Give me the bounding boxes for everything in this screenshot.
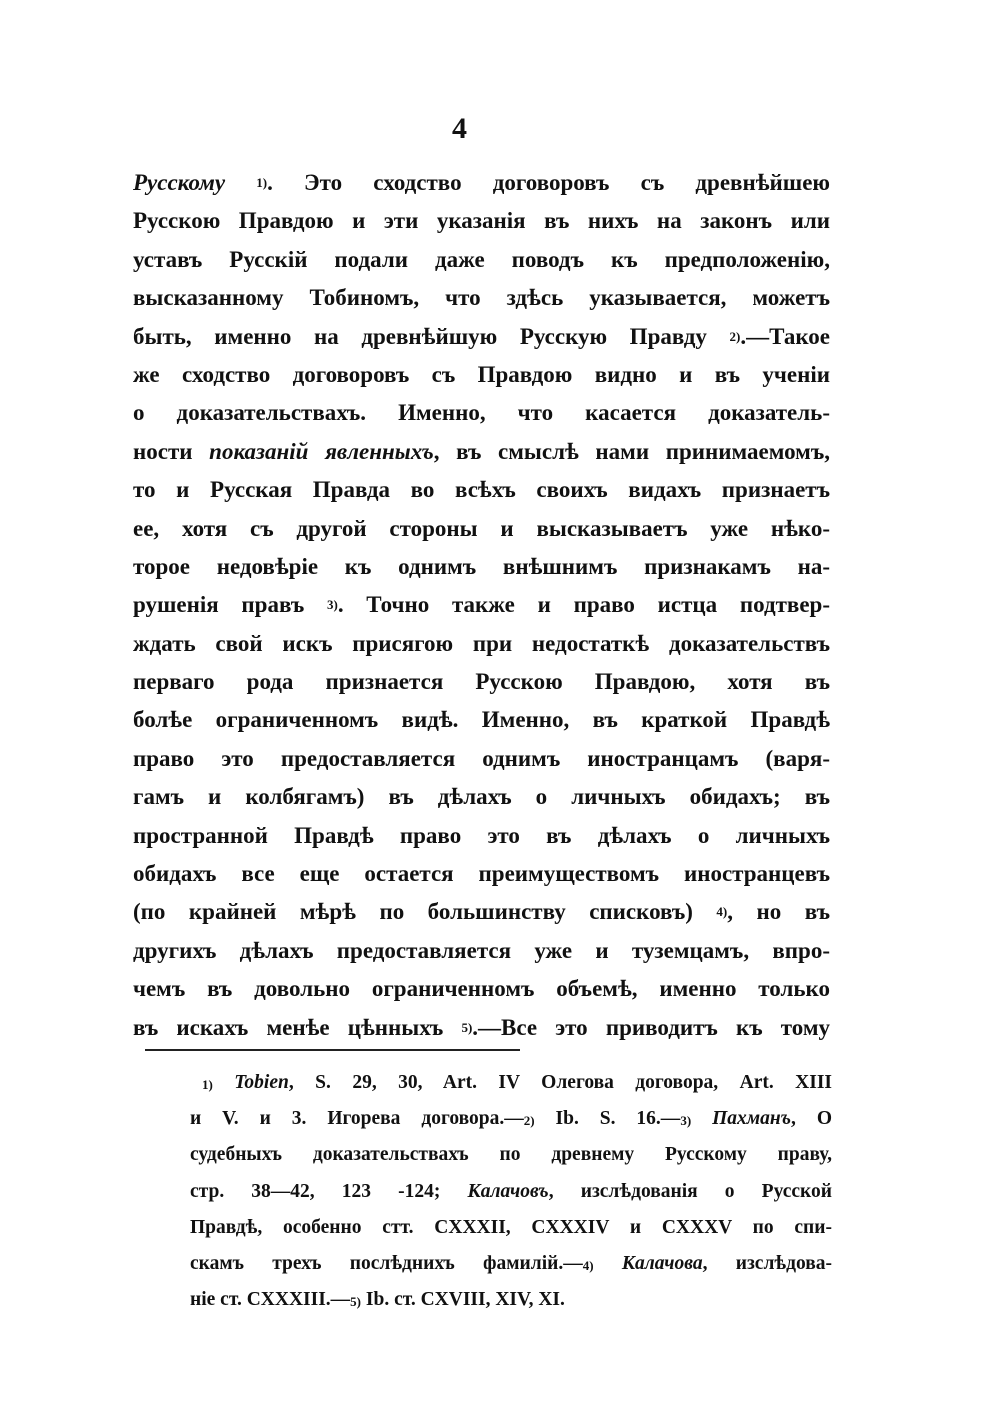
text-line: [133, 707, 830, 745]
text-segment: перваго рода признается Русскою Правдою, хотя въ: [133, 669, 830, 695]
footnotes: [190, 1072, 832, 1325]
text-line: [133, 976, 830, 1014]
footnote-marker: 2): [729, 328, 741, 344]
footnote-divider: [145, 1049, 520, 1051]
text-line: [133, 631, 830, 669]
italic-text: показаній явленныхъ: [209, 438, 434, 464]
italic-text: Русскому: [133, 170, 226, 195]
text-segment: ности: [133, 438, 210, 464]
text-line: [133, 247, 830, 285]
text-line: [133, 208, 830, 246]
text-segment: .—Такое: [740, 323, 830, 349]
footnote-marker: 3): [326, 597, 338, 613]
text-line: [133, 784, 830, 822]
text-segment: . Это сходство договоровъ съ древнѣйшею: [267, 170, 830, 195]
text-segment: .—Все это приводитъ къ тому: [472, 1014, 830, 1040]
text-segment: [594, 1253, 622, 1274]
italic-text: Tobien: [234, 1072, 289, 1093]
text-line: [133, 516, 830, 554]
text-line: [133, 823, 830, 861]
text-segment: ніе ст. CXXXIII.—: [190, 1289, 351, 1311]
footnote-marker: 1): [256, 175, 268, 190]
text-line: [133, 400, 830, 438]
text-segment: ее, хотя съ другой стороны и высказываетъ уже нѣко-: [133, 515, 830, 541]
italic-text: Калачовъ: [467, 1180, 549, 1202]
footnote-marker: 5): [461, 1019, 473, 1035]
text-segment: въ искахъ менѣе цѣнныхъ: [133, 1014, 462, 1040]
text-line: [133, 554, 830, 592]
text-line: [133, 285, 830, 323]
footnote-line: [190, 1181, 832, 1217]
text-segment: высказанному Тобиномъ, что здѣсь указывается, можетъ: [133, 285, 830, 311]
body-text: [133, 170, 830, 1053]
footnote-marker: 4): [582, 1257, 594, 1273]
footnote-marker: 5): [350, 1294, 362, 1310]
text-segment: , S. 29, 30, Art. IV Олегова договора, Art. XIII: [288, 1072, 833, 1093]
text-segment: чемъ въ довольно ограниченномъ объемѣ, именно только: [133, 976, 830, 1002]
text-segment: пространной Правдѣ право это въ дѣлахъ о личныхъ: [133, 822, 830, 848]
text-segment: ждать свой искъ присягою при недостаткѣ доказательствъ: [133, 630, 830, 656]
footnote-marker: 1): [202, 1077, 213, 1092]
text-line: [133, 899, 830, 937]
footnote-line: [190, 1289, 832, 1325]
text-segment: быть, именно на древнѣйшую Русскую Правду: [133, 323, 730, 349]
text-segment: , изслѣдованія о Русской: [548, 1180, 832, 1202]
italic-text: Пахманъ: [712, 1108, 791, 1130]
text-segment: , изслѣдова-: [702, 1252, 832, 1274]
text-segment: (по крайней мѣрѣ по большинству списковъ): [133, 899, 717, 925]
text-segment: судебныхъ доказательствахъ по древнему Русскому праву,: [190, 1144, 832, 1166]
footnote-line: [190, 1144, 832, 1180]
footnote-line: [190, 1253, 832, 1289]
text-segment: [225, 170, 256, 195]
text-line: [133, 746, 830, 784]
text-segment: Ib. S. 16.—: [534, 1108, 681, 1130]
text-segment: уставъ Русскій подали даже поводъ къ предположенію,: [133, 246, 830, 272]
footnote-line: [190, 1108, 832, 1144]
text-line: [133, 669, 830, 707]
footnote-marker: 3): [680, 1113, 692, 1129]
text-segment: право это предоставляется однимъ иностранцамъ (варя-: [133, 745, 830, 771]
text-line: [133, 592, 830, 630]
text-line: [133, 170, 830, 208]
text-segment: , въ смыслѣ нами принимаемомъ,: [433, 438, 831, 464]
text-segment: [213, 1072, 234, 1093]
text-line: [133, 362, 830, 400]
text-segment: гамъ и колбягамъ) въ дѣлахъ о личныхъ обидахъ; въ: [133, 784, 830, 810]
text-segment: Русскою Правдою и эти указанія въ нихъ на законъ или: [133, 208, 830, 234]
text-line: [133, 938, 830, 976]
footnote-line: [190, 1217, 832, 1253]
footnote-line: [190, 1072, 832, 1108]
text-segment: другихъ дѣлахъ предоставляется уже и туземцамъ, впро-: [133, 937, 830, 963]
text-line: [133, 439, 830, 477]
text-segment: торое недовѣріе къ однимъ внѣшнимъ признакамъ на-: [133, 553, 830, 579]
text-segment: о доказательствахъ. Именно, что касается доказатель-: [133, 400, 830, 426]
text-segment: то и Русская Правда во всѣхъ своихъ видахъ признаетъ: [133, 477, 830, 503]
text-line: [133, 1015, 830, 1053]
text-segment: обидахъ все еще остается преимуществомъ иностранцевъ: [133, 861, 830, 887]
text-line: [133, 477, 830, 515]
italic-text: Калачова: [621, 1252, 703, 1274]
page-number: 4: [452, 112, 467, 145]
text-segment: стр. 38—42, 123 -124;: [190, 1180, 468, 1202]
footnote-marker: 2): [523, 1113, 535, 1129]
text-segment: . Точно также и право истца подтвер-: [337, 592, 830, 618]
text-segment: [691, 1108, 712, 1129]
text-segment: Ib. ст. CXVIII, XIV, XI.: [361, 1289, 565, 1311]
text-segment: , но въ: [727, 899, 830, 925]
text-segment: Правдѣ, особенно стт. CXXXII, CXXXIV и CXXXV по спи-: [190, 1216, 832, 1238]
text-segment: болѣе ограниченномъ видѣ. Именно, въ краткой Правдѣ: [133, 707, 830, 733]
text-segment: и V. и 3. Игорева договора.—: [190, 1108, 524, 1130]
text-segment: же сходство договоровъ съ Правдою видно и въ ученіи: [133, 361, 830, 387]
text-segment: , О: [791, 1108, 832, 1130]
text-line: [133, 861, 830, 899]
footnote-marker: 4): [716, 904, 728, 920]
text-segment: рушенія правъ: [133, 592, 327, 618]
text-line: [133, 324, 830, 362]
text-segment: скамъ трехъ послѣднихъ фамилій.—: [190, 1252, 583, 1274]
